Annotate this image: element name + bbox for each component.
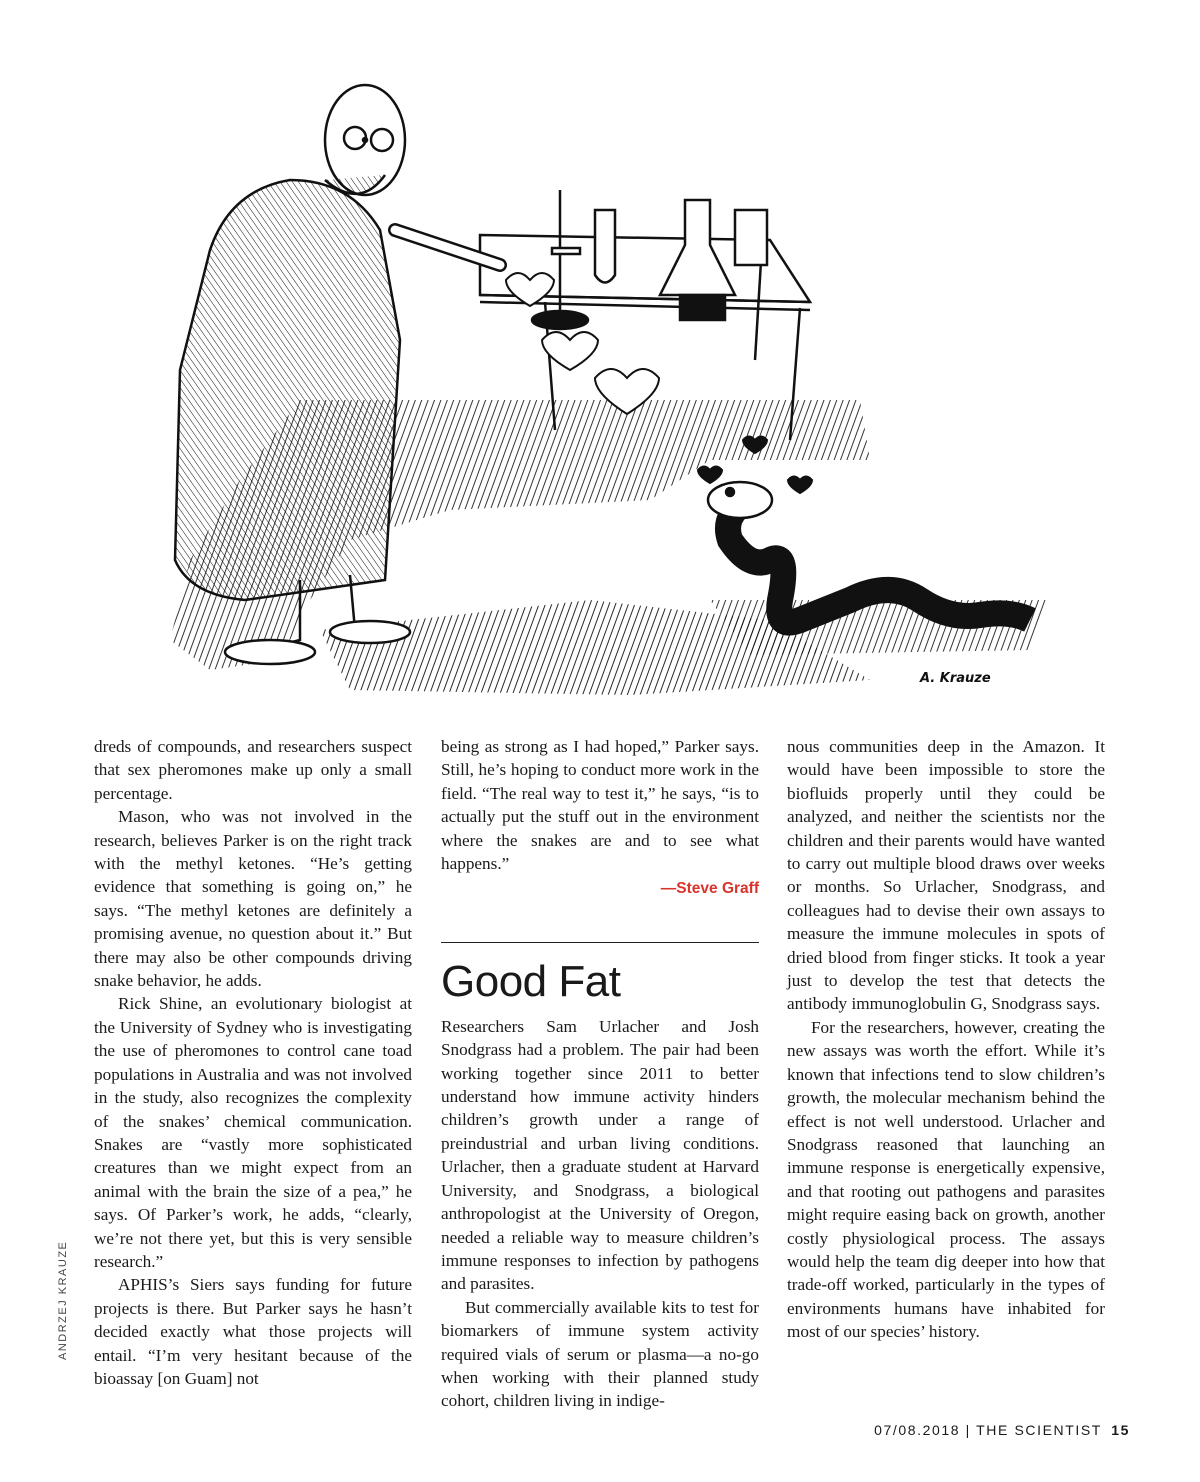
publication-name: THE SCIENTIST [976, 1422, 1102, 1438]
scientist-figure [175, 85, 500, 664]
paragraph: APHIS’s Siers says funding for future projects is there. But Parker says he hasn’t decided exactly what those projects will entail. “I’m very hesitant because of the bioassay [on Guam] not [94, 1275, 412, 1388]
scientist-and-snake-drawing [150, 40, 1050, 710]
article-column-3 [787, 735, 1105, 1344]
paragraph: Researchers Sam Urlacher and Josh Snodgrass had a problem. The pair had been working together since 2011 to better understand how immune activity hinders children’s growth under a range of preindustrial and urban living conditions. Urlacher, then a graduate student at Harvard University, and Snodgrass, a biological anthropologist at the University of Oregon, needed a reliable way to measure children’s immune responses to infection by pathogens and parasites. [441, 1016, 759, 1294]
article-column-2 [441, 735, 759, 1413]
page-footer [874, 1422, 1130, 1438]
photo-credit: ANDRZEJ KRAUZE [57, 1240, 69, 1360]
paragraph: But commercially available kits to test for biomarkers of immune system activity required vials of serum or plasma—a no-go when working with their planned study cohort, children living in indige- [441, 1297, 759, 1411]
paragraph: Rick Shine, an evolutionary biologist at the University of Sydney who is investigating the use of pheromones to control cane toad populations in Australia and was not involved in the study, also recognizes the complexity of the snakes’ chemical communication. Snakes are “vastly more sophisticated creatures than we might expect from an animal with the brain the size of a pea,” he says. Of Parker’s work, he adds, “clearly, we’re not there yet, but this is very sensible research.” [94, 994, 412, 1271]
paragraph: For the researchers, however, creating the new assays was worth the effort. While it’s known that infections tend to slow children’s growth, the molecular mechanism behind the effect is not well understood. Urlacher and Snodgrass reasoned that launching an immune response is energetically expensive, and that rooting out pathogens and parasites might require easing back on growth, another costly physiological process. The assays would help the team dig deeper into how that trade-off worked, particularly in the types of environments humans have inhabited for most of our species’ history. [787, 1017, 1105, 1342]
paragraph: nous communities deep in the Amazon. It would have been impossible to store the biofluids properly until they could be analyzed, and neither the scientists nor the children and their parents would have wanted to carry out multiple blood draws over weeks or months. So Urlacher, Snodgrass, and colleagues had to devise their own assays to measure the immune molecules in spots of dried blood from finger sticks. It took a year just to develop the test that detects the antibody immunoglobulin G, Snodgrass says. [787, 737, 1105, 1014]
paragraph: being as strong as I had hoped,” Parker says. Still, he’s hoping to conduct more work in the field. “The real way to test it,” he says, “is to actually put the stuff out in the environment where the snakes are and to see what happens.” [441, 737, 759, 874]
page-number: 15 [1111, 1422, 1130, 1438]
footer-separator: | [965, 1422, 971, 1438]
author-signoff: —Steve Graff [660, 880, 759, 898]
paragraph: dreds of compounds, and researchers suspect that sex pheromones make up only a small percentage. [94, 737, 412, 803]
issue-date: 07/08.2018 [874, 1422, 961, 1438]
artist-signature: A. Krauze [920, 671, 991, 686]
article-column-1 [94, 735, 412, 1390]
section-title: Good Fat [441, 956, 621, 1006]
section-divider [441, 942, 759, 943]
paragraph: Mason, who was not involved in the research, believes Parker is on the right track with the methyl ketones. “He’s getting evidence that something is going on,” he says. “The methyl ketones are definitely a promising avenue, no question about it.” But there may also be other compounds driving snake behavior, he adds. [94, 807, 412, 991]
cartoon-illustration [150, 40, 1050, 710]
